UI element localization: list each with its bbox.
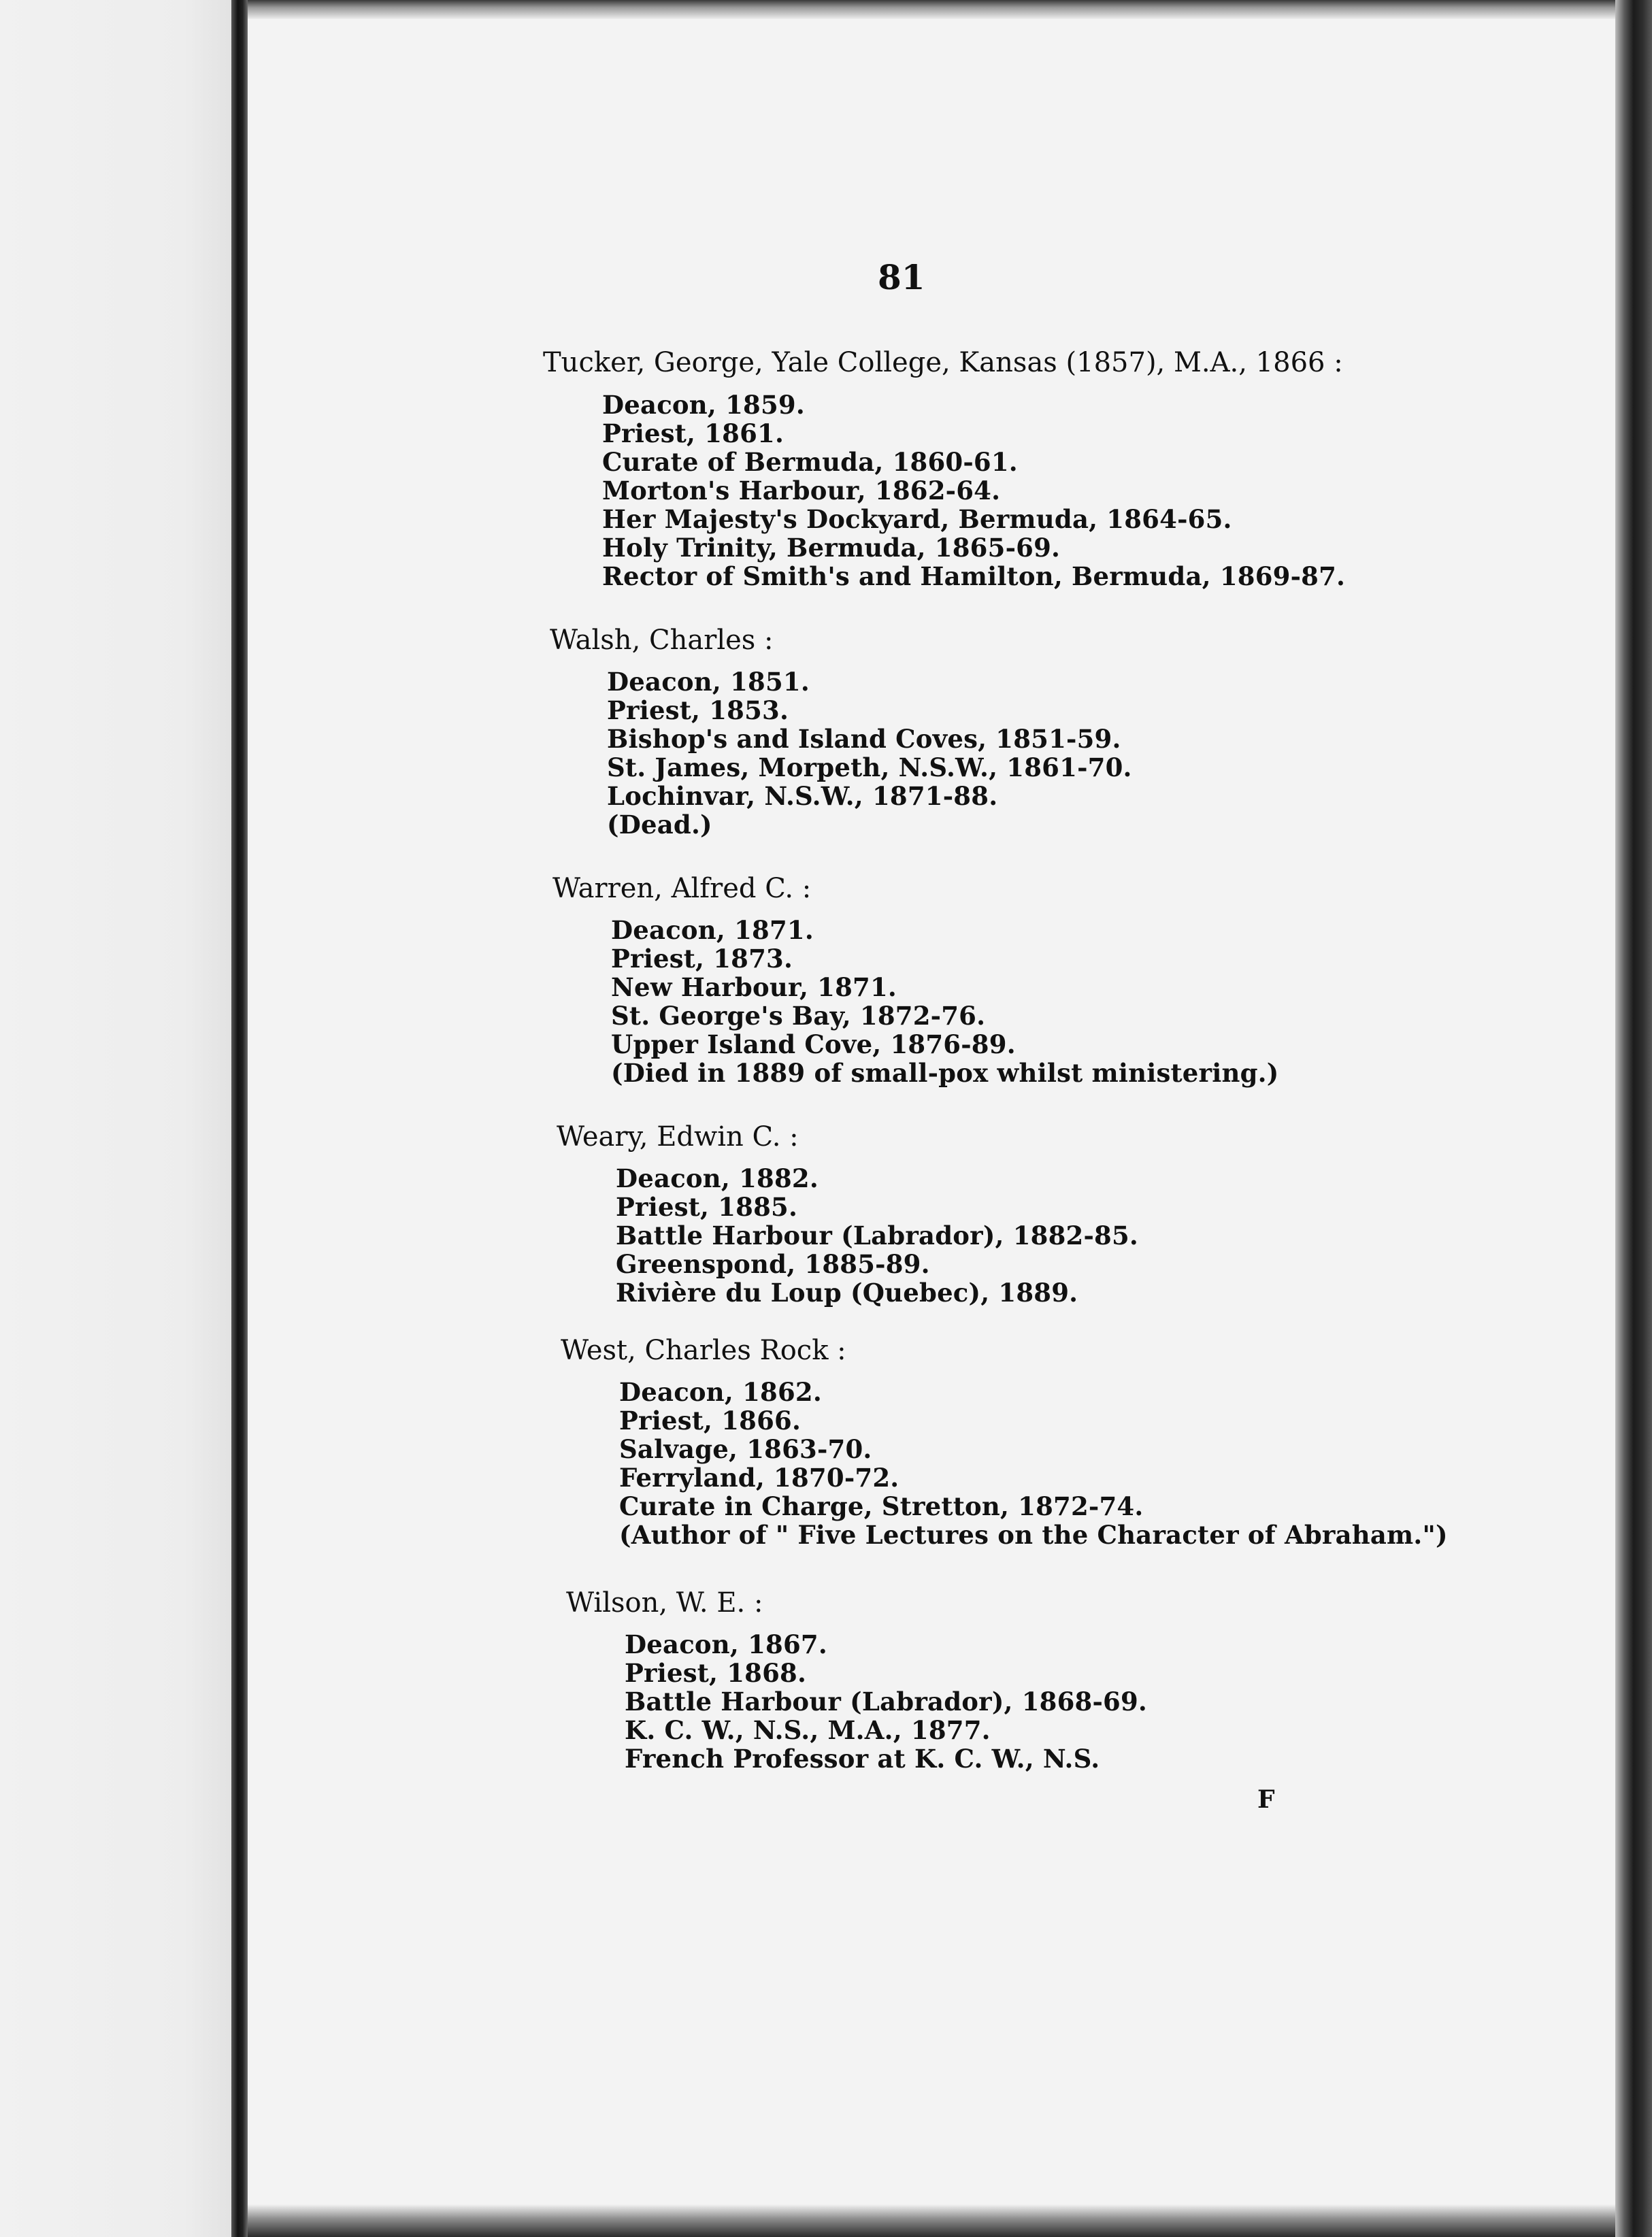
entry-line: Curate in Charge, Stretton, 1872-74.: [619, 1491, 1144, 1521]
facing-page-edge: [0, 0, 231, 2237]
page-number: 81: [878, 257, 925, 297]
entry-line: K. C. W., N.S., M.A., 1877.: [625, 1715, 991, 1745]
entry-line: Bishop's and Island Coves, 1851-59.: [607, 724, 1121, 754]
entry-heading: Walsh, Charles :: [550, 625, 774, 656]
entry-line: Rector of Smith's and Hamilton, Bermuda, 1869-87.: [602, 561, 1346, 591]
entry-heading: West, Charles Rock :: [561, 1335, 846, 1366]
book-edge-right: [1615, 0, 1652, 2237]
entry-line: Priest, 1866.: [619, 1406, 802, 1436]
entry-line: (Died in 1889 of small-pox whilst ministering.): [611, 1058, 1279, 1088]
entry-line: Priest, 1873.: [611, 944, 793, 974]
entry-line: Ferryland, 1870-72.: [619, 1463, 899, 1493]
entry-line: New Harbour, 1871.: [611, 972, 897, 1002]
entry-heading: Weary, Edwin C. :: [557, 1121, 799, 1153]
entry-line: Priest, 1868.: [625, 1658, 807, 1688]
entry-line: Battle Harbour (Labrador), 1882-85.: [616, 1221, 1139, 1250]
entry-line: Deacon, 1851.: [607, 667, 810, 697]
entry-line: Salvage, 1863-70.: [619, 1434, 872, 1464]
entry-line: Deacon, 1882.: [616, 1163, 819, 1193]
top-shadow: [248, 0, 1615, 19]
entry-line: Morton's Harbour, 1862-64.: [602, 476, 1001, 506]
entry-line: Deacon, 1867.: [625, 1629, 827, 1659]
entry-line: Curate of Bermuda, 1860-61.: [602, 447, 1018, 477]
entry-line: St. James, Morpeth, N.S.W., 1861-70.: [607, 752, 1132, 782]
entry-line: St. George's Bay, 1872-76.: [611, 1001, 986, 1031]
entry-line: Rivière du Loup (Quebec), 1889.: [616, 1278, 1078, 1308]
signature-mark: F: [1257, 1785, 1275, 1814]
entry-line: Upper Island Cove, 1876-89.: [611, 1029, 1016, 1059]
entry-line: Battle Harbour (Labrador), 1868-69.: [625, 1687, 1148, 1717]
entry-line: Her Majesty's Dockyard, Bermuda, 1864-65.: [602, 504, 1232, 534]
entry-line: Priest, 1861.: [602, 418, 784, 448]
entry-line: Deacon, 1871.: [611, 915, 814, 945]
entry-line: Priest, 1885.: [616, 1192, 798, 1222]
entry-line: Greenspond, 1885-89.: [616, 1249, 930, 1279]
entry-heading: Tucker, George, Yale College, Kansas (1857), M.A., 1866 :: [543, 347, 1343, 378]
entry-line: Lochinvar, N.S.W., 1871-88.: [607, 781, 998, 811]
entry-line: Holy Trinity, Bermuda, 1865-69.: [602, 533, 1061, 563]
entry-heading: Warren, Alfred C. :: [552, 873, 812, 904]
entry-line: Priest, 1853.: [607, 695, 789, 725]
book-gutter: [231, 0, 248, 2237]
entry-line: Deacon, 1862.: [619, 1377, 822, 1407]
entry-line: (Author of " Five Lectures on the Character of Abraham."): [619, 1520, 1448, 1550]
entry-line: (Dead.): [607, 810, 712, 840]
entry-line: French Professor at K. C. W., N.S.: [625, 1744, 1100, 1774]
entry-heading: Wilson, W. E. :: [566, 1587, 763, 1619]
entry-line: Deacon, 1859.: [602, 390, 805, 420]
bottom-edge: [248, 2204, 1615, 2237]
